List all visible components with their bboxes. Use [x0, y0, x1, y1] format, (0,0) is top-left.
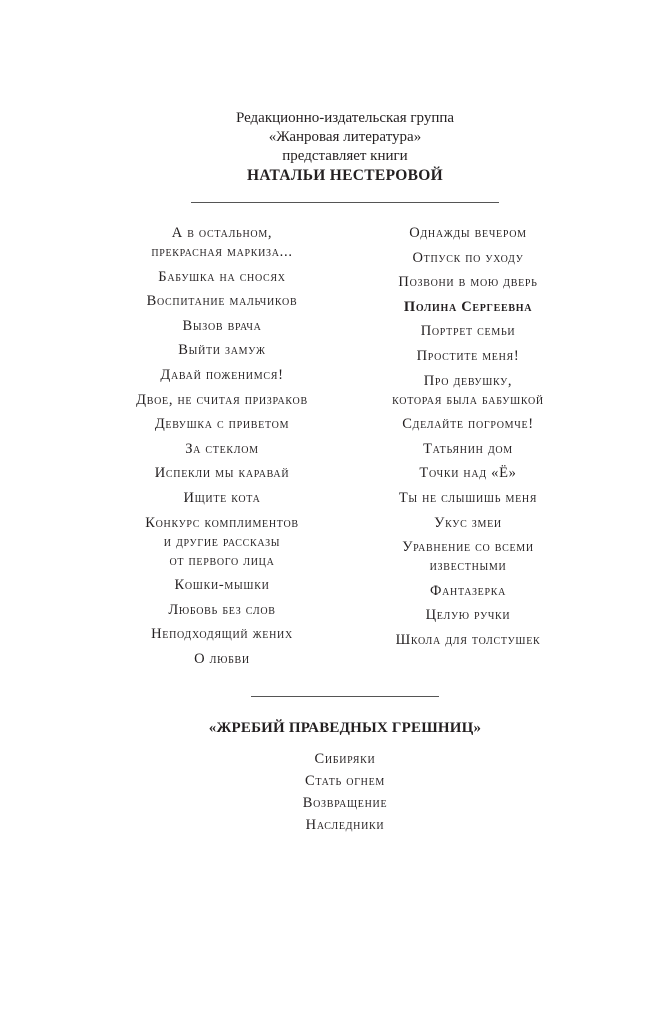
books-right-column: [378, 224, 558, 656]
series-item: Стать огнем: [304, 773, 386, 789]
book-title-line: и другие рассказы: [163, 533, 281, 550]
series-section: [145, 718, 545, 836]
book-title-line: Простите меня!: [416, 347, 520, 364]
book-title: [112, 576, 332, 595]
book-title: [378, 322, 558, 341]
book-title-line: Давай поженимся!: [160, 366, 284, 383]
book-title-line: Бабушка на сносях: [158, 268, 286, 285]
book-title-line: Школа для толстушек: [395, 631, 541, 648]
book-title-line: Неподходящий жених: [151, 626, 293, 643]
book-title-line: Целую ручки: [425, 607, 511, 624]
book-title-line: Воспитание мальчиков: [146, 293, 298, 310]
book-title: [112, 650, 332, 669]
book-title-line: Двое, не считая призраков: [136, 391, 308, 408]
group-name: «Жанровая литература»: [268, 129, 422, 145]
book-title: [112, 317, 332, 336]
book-title-line: Про девушку,: [423, 372, 513, 389]
book-title-line: известными: [429, 558, 507, 575]
book-title: [112, 292, 332, 311]
book-title-line: Ищите кота: [183, 489, 261, 506]
book-title: [112, 489, 332, 508]
book-title-line: О любви: [194, 650, 250, 667]
book-title: [378, 224, 558, 243]
book-title-line: Полина Сергеевна: [403, 298, 533, 315]
book-title-line: А в остальном,: [171, 225, 273, 241]
book-title: [378, 372, 558, 410]
book-title-line: Любовь без слов: [168, 601, 276, 618]
book-title-line: Испекли мы каравай: [154, 465, 290, 482]
book-title: [112, 366, 332, 385]
book-title-line: прекрасная маркиза...: [151, 244, 293, 260]
book-title-line: Кошки-мышки: [174, 577, 270, 594]
publisher-line: Редакционно-издательская группа: [235, 110, 455, 126]
author-name: НАТАЛЬИ НЕСТЕРОВОЙ: [247, 167, 443, 184]
book-title-line: Укус змеи: [434, 514, 502, 531]
book-title: [112, 464, 332, 483]
book-title: [112, 391, 332, 410]
book-title-line: Татьянин дом: [423, 440, 513, 457]
book-title: [378, 440, 558, 459]
book-title: [378, 514, 558, 533]
book-title-line: Вызов врача: [182, 317, 262, 334]
series-title: «ЖРЕБИЙ ПРАВЕДНЫХ ГРЕШНИЦ»: [208, 720, 482, 736]
book-title-line: Девушка с приветом: [154, 416, 290, 433]
book-title-line: от первого лица: [169, 552, 275, 569]
book-title: [378, 298, 558, 317]
book-title: [112, 268, 332, 287]
book-title-line: Выйти замуж: [178, 342, 266, 359]
page-header: [145, 109, 545, 185]
book-title-line: За стеклом: [185, 440, 259, 457]
bottom-divider: [251, 696, 439, 697]
book-title: [112, 440, 332, 459]
book-title: [112, 415, 332, 434]
series-item: Наследники: [305, 817, 385, 833]
book-title: [378, 582, 558, 601]
book-title: [378, 249, 558, 268]
book-title-line: Точки над «Ё»: [419, 465, 517, 482]
presents-line: представляет книги: [282, 148, 408, 164]
book-title: [378, 538, 558, 576]
book-title: [112, 601, 332, 620]
book-title: [112, 625, 332, 644]
book-title: [378, 631, 558, 650]
book-title-line: Фантазерка: [429, 582, 507, 599]
book-title: [112, 341, 332, 360]
book-title-line: которая была бабушкой: [392, 391, 544, 408]
series-item: Сибиряки: [314, 751, 376, 767]
book-title-line: Сделайте погромче!: [402, 416, 534, 433]
book-title: [378, 489, 558, 508]
series-item: Возвращение: [302, 795, 388, 811]
book-title-line: Однажды вечером: [409, 225, 527, 241]
book-title-line: Конкурс комплиментов: [145, 514, 299, 531]
book-title-line: Уравнение со всеми: [402, 539, 534, 556]
book-title: [378, 464, 558, 483]
book-title: [378, 606, 558, 625]
book-title: [112, 514, 332, 571]
book-title: [112, 224, 332, 262]
book-title: [378, 273, 558, 292]
book-title-line: Портрет семьи: [420, 323, 516, 340]
book-title-line: Позвони в мою дверь: [398, 274, 538, 291]
book-title-line: Отпуск по уходу: [412, 249, 524, 266]
book-title-line: Ты не слышишь меня: [398, 489, 538, 506]
top-divider: [191, 202, 499, 203]
book-title: [378, 415, 558, 434]
book-title: [378, 347, 558, 366]
books-left-column: [112, 224, 332, 675]
